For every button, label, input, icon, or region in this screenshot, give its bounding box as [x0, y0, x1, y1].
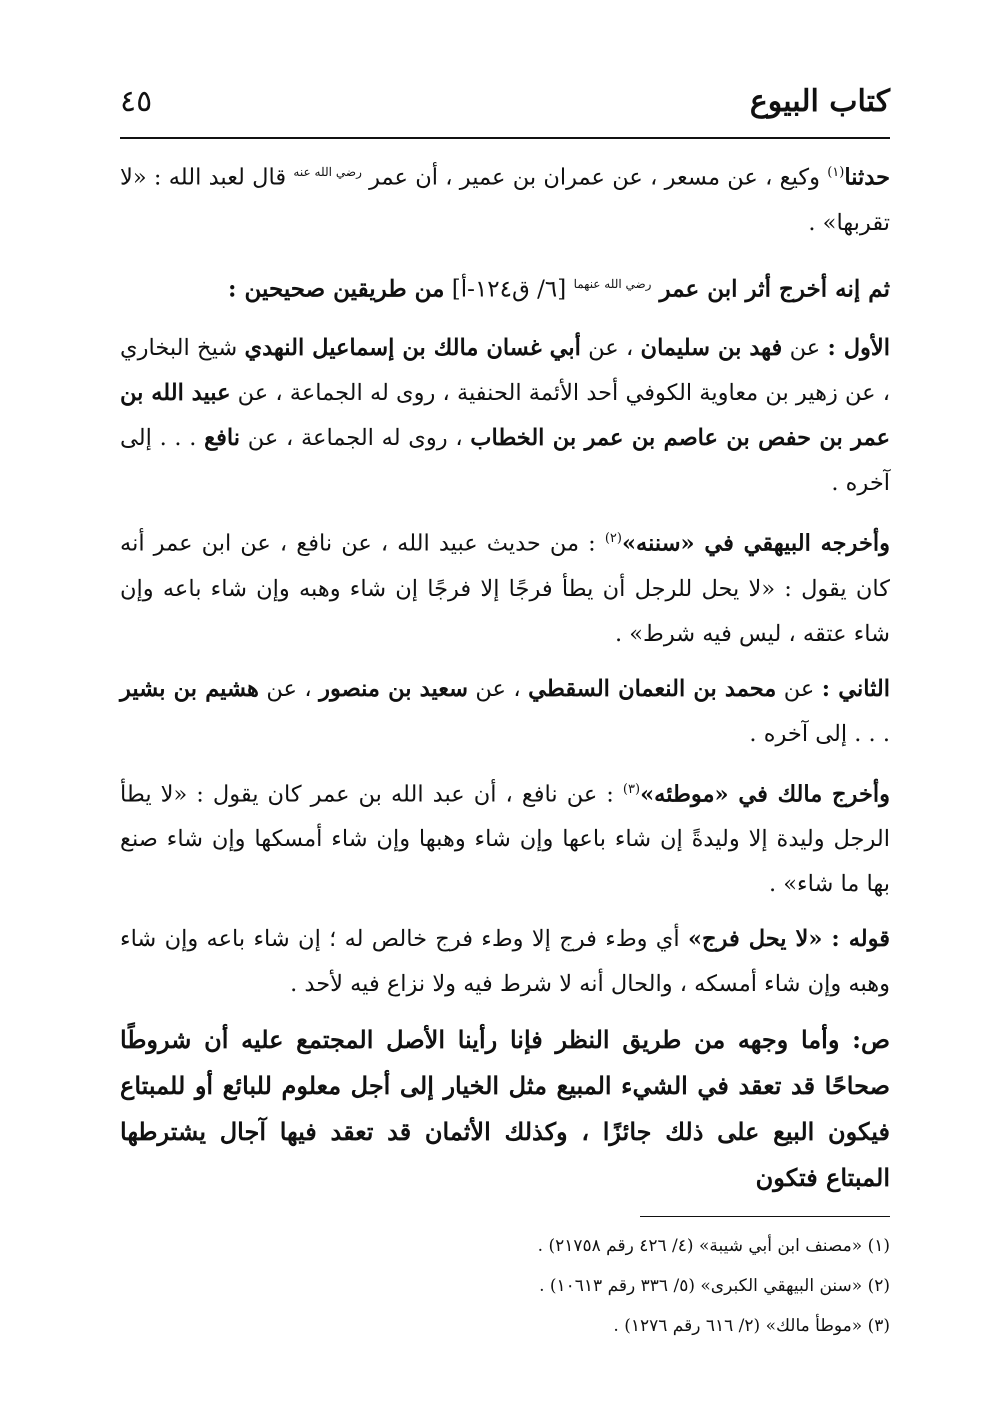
narrator-name: نافع [204, 425, 241, 452]
footnote-2: (٢) «سنن البيهقي الكبرى» (٥/ ٣٣٦ رقم ١٠٦١٣) . [539, 1276, 890, 1296]
narrator-name: سعيد بن منصور [319, 675, 468, 702]
footnote-3: (٣) «موطأ مالك» (٢/ ٦١٦ رقم ١٢٧٦) . [613, 1316, 890, 1336]
chapter-title: كتاب البيوع [749, 84, 890, 119]
narrator-name: محمد بن النعمان السقطي [528, 675, 777, 702]
paragraph-3 [120, 516, 890, 657]
text-run: ، عن [467, 675, 529, 702]
narrator-name: أبي غسان مالك بن إسماعيل النهدي [244, 335, 581, 362]
paragraph-1 [120, 150, 890, 246]
manuscript-ref: [٦/ ق١٢٤-أ] [444, 276, 574, 303]
paragraph-2 [120, 326, 890, 506]
footnote-1: (١) «مصنف ابن أبي شيبة» (٤/ ٤٢٦ رقم ٢١٧٥٨) . [537, 1236, 890, 1256]
footnote-divider [640, 1216, 890, 1217]
narrator-name: هشيم بن بشير [120, 675, 259, 702]
running-header [120, 78, 890, 134]
narrator-name: فهد بن سليمان [640, 335, 783, 362]
paragraph-6 [120, 917, 890, 1007]
bold-term: قوله : «لا يحل فرج» [687, 926, 890, 953]
text-run: . . . إلى آخره . [120, 425, 890, 497]
bold-term: حدثنا [844, 164, 890, 191]
footnote-marker: (٣) [622, 781, 641, 797]
bold-term: الثاني : [821, 675, 890, 702]
honorific: رضي الله عنه [293, 165, 362, 179]
heading-text: ثم إنه أخرج أثر ابن عمر [651, 275, 890, 303]
main-text [120, 150, 890, 1201]
honorific: رضي الله عنهما [573, 276, 652, 291]
text-run: وكيع ، عن مسعر ، عن عمران بن عمير ، أن عمر [361, 164, 828, 191]
bold-term: وأخرج مالك في «موطئه» [640, 781, 890, 808]
text-run: عن [782, 335, 828, 362]
text-run: ، عن [258, 675, 320, 702]
page-number: ٤٥ [120, 84, 153, 119]
narrator-name: عبيد الله بن عمر بن حفص بن عاصم بن عمر بن الخطاب [120, 380, 890, 452]
bold-term: وأخرجه البيهقي في «سننه» [621, 530, 890, 557]
footnotes [120, 1226, 890, 1346]
paragraph-5 [120, 767, 890, 908]
paragraph-4 [120, 667, 890, 757]
heading-text: من طريقين صحيحين : [228, 275, 445, 303]
header-divider [120, 137, 890, 139]
text-run: ، روى له الجماعة ، عن [240, 425, 471, 452]
text-run: . . . إلى آخره . [749, 720, 890, 747]
text-run: عن [776, 675, 822, 702]
paragraph-7: ص: وأما وجهه من طريق النظر فإنا رأينا الأصل المجتمع عليه أن شروطًا صحاحًا قد تعقد في الشيء المبيع مثل الخيار إلى أجل معلوم للبائع أو للمبتاع فيكون البيع على ذلك جائزًا ، وكذلك الأثمان قد تعقد فيها آجال يشترطها المبتاع فتكون [120, 1025, 890, 1193]
footnote-marker: (٢) [604, 531, 622, 547]
section-heading [120, 262, 890, 313]
text-run: ، عن [580, 335, 641, 362]
text-run: أي وطء فرج إلا وطء فرج خالص له ؛ إن شاء باعه وإن شاء وهبه وإن شاء أمسكه ، والحال أنه لا شرط فيه ولا نزاع فيه لأحد . [120, 926, 890, 998]
text-run: : عن نافع ، أن عبد الله بن عمر كان يقول : «لا يطأ الرجل وليدة إلا وليدةً إن شاء باعها وإن شاء وهبها وإن شاء أمسكها وإن شاء صنع بها ما شاء» . [120, 781, 890, 898]
footnote-marker: (١) [827, 165, 845, 180]
bold-term: الأول : [827, 335, 891, 362]
text-run: قال لعبد الله : «لا تقربها» . [120, 164, 890, 236]
text-run: شيخ البخاري ، عن زهير بن معاوية الكوفي أحد الأئمة الحنفية ، روى له الجماعة ، عن [120, 335, 890, 407]
text-run: : من حديث عبيد الله ، عن نافع ، عن ابن عمر أنه كان يقول : «لا يحل للرجل أن يطأ فرجًا إلا فرجًا إن شاء وهبه وإن شاء باعه وإن شاء عتقه ، ليس فيه شرط» . [120, 530, 890, 647]
